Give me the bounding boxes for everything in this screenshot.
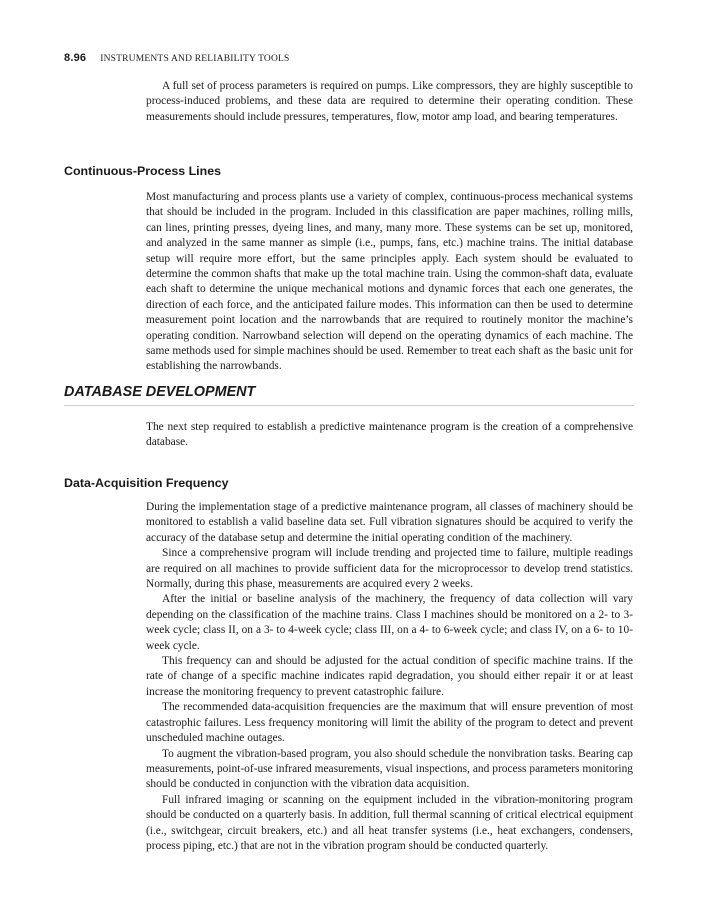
section-heading-data-acquisition-frequency: Data-Acquisition Frequency	[64, 476, 229, 490]
page-number: 8.96	[64, 52, 87, 64]
intro-section	[146, 79, 633, 125]
paragraph: After the initial or baseline analysis of the machinery, the frequency of data collection will vary depending on the classification of the machine trains. Class I machines should be monitored on a 2- to 3-week cycle; class II, on a 3- to 4-week cycle; class III, on a 4- to 6-week cycle; and class IV, on a 6- to 10-week cycle.	[146, 593, 633, 652]
paragraph: Since a comprehensive program will include trending and projected time to failure, multiple readings are required on all machines to provide sufficient data for the microprocessor to develop trend statistics. Normally, during this phase, measurements are acquired every 2 weeks.	[146, 547, 633, 591]
running-title: INSTRUMENTS AND RELIABILITY TOOLS	[100, 54, 290, 64]
paragraph: Most manufacturing and process plants use a variety of complex, continuous-process mechanical systems that should be included in the program. Included in this classification are paper machines, rolling mills, can lines, printing presses, dyeing lines, and many, many more. These systems can be set up, monitored, and analyzed in the same manner as simple (i.e., pumps, fans, etc.) machine trains. The initial database setup will require more effort, but the same principles apply. Each system should be evaluated to determine the common shafts that make up the total machine train. Using the common-shaft data, evaluate each shaft to determine the unique mechanical motions and dynamic forces that each one generates, the direction of each force, and the anticipated failure modes. This information can then be used to determine measurement point location and the narrowbands that are required to routinely monitor the machine’s operating condition. Narrowband selection will depend on the operating dynamics of each machine. The same methods used for simple machines should be used. Remember to treat each shaft as the basic unit for establishing the narrowbands.	[146, 191, 633, 373]
paragraph: The recommended data-acquisition frequencies are the maximum that will ensure prevention of most catastrophic failures. Less frequency monitoring will limit the ability of the program to detect and prevent unscheduled machine outages.	[146, 701, 633, 745]
continuous-process-section	[146, 190, 633, 375]
paragraph: The next step required to establish a predictive maintenance program is the creation of a comprehensive database.	[146, 421, 633, 449]
running-head	[64, 52, 290, 64]
database-development-section	[146, 420, 633, 451]
paragraph: This frequency can and should be adjusted for the actual condition of specific machine trains. If the rate of change of a specific machine indicates rapid degradation, you should either repair it or at least increase the monitoring frequency to prevent catastrophic failure.	[146, 655, 633, 698]
paragraph: During the implementation stage of a predictive maintenance program, all classes of machinery should be monitored to establish a valid baseline data set. Full vibration signatures should be acquired to verify the accuracy of the database setup and determine the initial operating condition of the machinery.	[146, 501, 633, 544]
main-heading-database-development: DATABASE DEVELOPMENT	[64, 384, 634, 406]
section-heading-continuous-process-lines: Continuous-Process Lines	[64, 164, 221, 178]
paragraph: Full infrared imaging or scanning on the equipment included in the vibration-monitoring program should be conducted on a quarterly basis. In addition, full thermal scanning of critical electrical equipment (i.e., switchgear, circuit breakers, etc.) and all heat transfer systems (i.e., heat exchangers, condensers, process piping, etc.) that are not in the vibration program should be conducted quarterly.	[146, 793, 633, 852]
paragraph: To augment the vibration-based program, you also should schedule the nonvibration tasks. Bearing cap measurements, point-of-use infrared measurements, visual inspections, and process parameters monitoring should be conducted in conjunction with the vibration data acquisition.	[146, 747, 633, 791]
data-acquisition-section	[146, 500, 633, 854]
paragraph: A full set of process parameters is required on pumps. Like compressors, they are highly susceptible to process-induced problems, and these data are required to determine their operating condition. These measurements should include pressures, temperatures, flow, motor amp load, and bearing temperatures.	[146, 80, 633, 123]
